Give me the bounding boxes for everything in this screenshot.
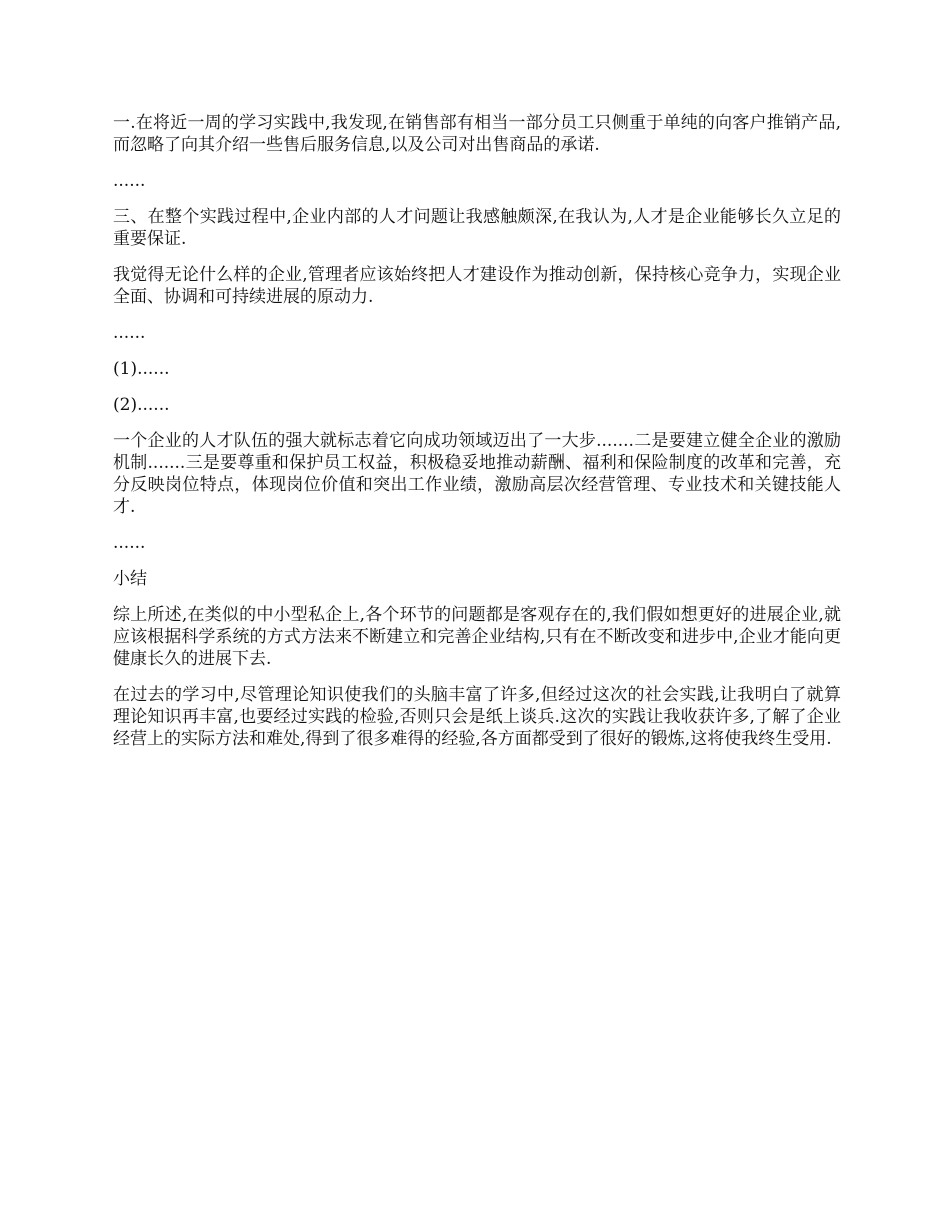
paragraph-talent-issue: 三、在整个实践过程中,企业内部的人才问题让我感触颇深,在我认为,人才是企业能够长久立足的重要保证. (113, 207, 841, 249)
paragraph-talent-building: 我觉得无论什么样的企业,管理者应该始终把人才建设作为推动创新，保持核心竞争力，实现企业全面、协调和可持续进展的原动力. (113, 265, 841, 307)
ellipsis-line: ...... (113, 171, 146, 191)
paragraph-summary: 综上所述,在类似的中小型私企上,各个环节的问题都是客观存在的,我们假如想更好的进展企业,就应该根据科学系统的方式方法来不断建立和完善企业结构,只有在不断改变和进步中,企业才能向更健康长久的进展下去. (113, 605, 841, 669)
paragraph-talent-team: 一个企业的人才队伍的强大就标志着它向成功领域迈出了一大步.......二是要建立健全企业的激励机制.......三是要尊重和保护员工权益，积极稳妥地推动薪酬、福利和保险制度的改革和完善，充分反映岗位特点，体现岗位价值和突出工作业绩，激励高层次经营管理、专业技术和关键技能人才. (113, 431, 841, 517)
paragraph-sales-observation: 一.在将近一周的学习实践中,我发现,在销售部有相当一部分员工只侧重于单纯的向客户推销产品,而忽略了向其介绍一些售后服务信息,以及公司对出售商品的承诺. (113, 113, 841, 155)
paragraph-reflection: 在过去的学习中,尽管理论知识使我们的头脑丰富了许多,但经过这次的社会实践,让我明白了就算理论知识再丰富,也要经过实践的检验,否则只会是纸上谈兵.这次的实践让我收获许多,了解了企业经营上的实际方法和难处,得到了很多难得的经验,各方面都受到了很好的锻炼,这将使我终生受用. (113, 685, 841, 749)
document-body (113, 112, 841, 764)
ellipsis-line: ...... (113, 533, 146, 553)
list-item-2: (2)...... (113, 395, 170, 415)
list-item-1: (1)...... (113, 359, 170, 379)
ellipsis-line: ...... (113, 323, 146, 343)
section-heading-summary: 小结 (113, 569, 147, 589)
